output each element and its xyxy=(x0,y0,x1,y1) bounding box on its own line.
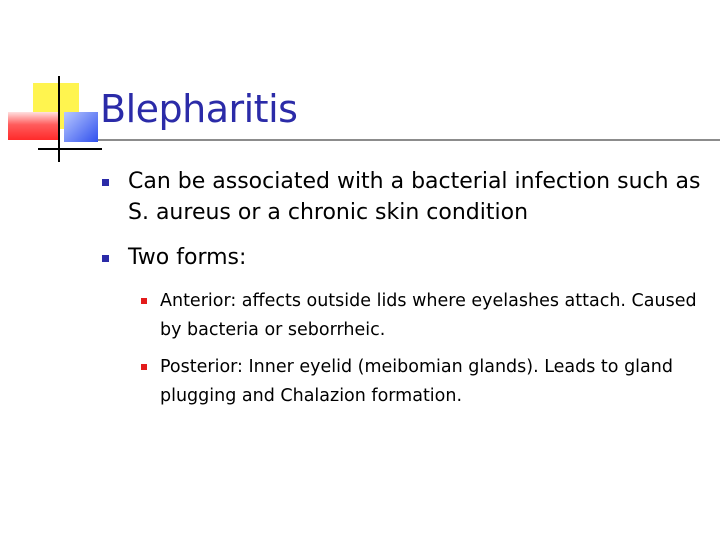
sub-bullet-text: Anterior: affects outside lids where eyelashes attach. Caused by bacteria or seborrheic. xyxy=(160,291,697,340)
bullet-item xyxy=(100,242,705,273)
square-bullet-icon xyxy=(102,179,109,186)
square-bullet-icon xyxy=(102,255,109,262)
title-divider xyxy=(98,139,720,141)
bullet-list xyxy=(100,166,705,419)
bullet-item xyxy=(100,166,705,228)
sub-bullet-item xyxy=(140,287,705,345)
red-square-decoration xyxy=(8,112,60,140)
slide-title: Blepharitis xyxy=(100,87,298,131)
square-sub-bullet-icon xyxy=(141,364,147,370)
bullet-text: Can be associated with a bacterial infection such as S. aureus or a chronic skin condition xyxy=(128,169,701,225)
sub-bullet-text: Posterior: Inner eyelid (meibomian glands). Leads to gland plugging and Chalazion formation. xyxy=(160,357,673,406)
square-sub-bullet-icon xyxy=(141,298,147,304)
horizontal-line-decoration xyxy=(38,148,102,150)
blue-square-decoration xyxy=(64,112,98,142)
bullet-text: Two forms: xyxy=(128,245,247,270)
decorative-logo xyxy=(0,0,110,170)
sub-bullet-item xyxy=(140,353,705,411)
